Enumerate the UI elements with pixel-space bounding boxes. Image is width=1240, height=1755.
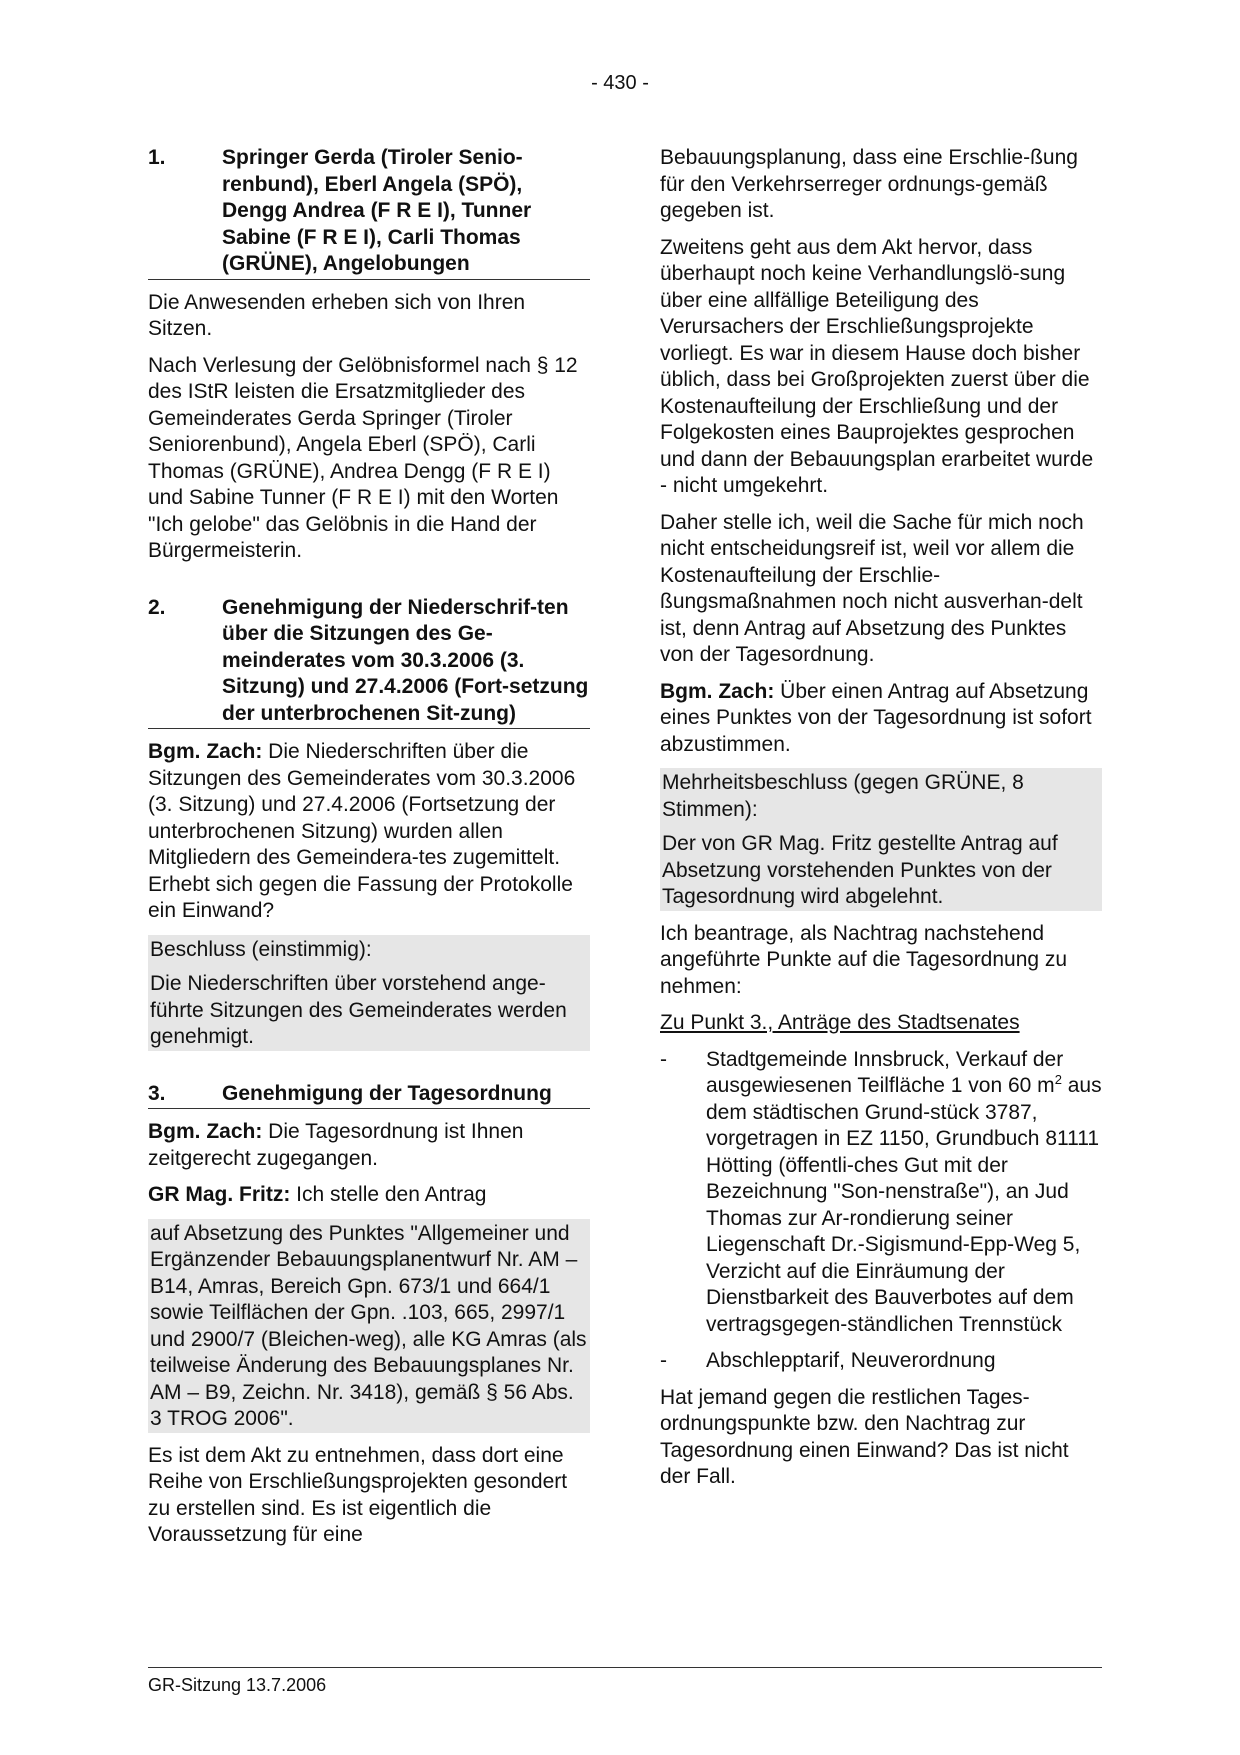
bullet-dash: - bbox=[660, 1349, 667, 1372]
heading-text: Springer Gerda (Tiroler Senio-renbund), Eberl Angela (SPÖ), Dengg Andrea (F R E I), Tunner Sabine (F R E I), Carli Thomas (GRÜNE), Angelobungen bbox=[222, 146, 532, 275]
speech-paragraph bbox=[148, 1182, 590, 1209]
resolution-text: Die Niederschriften über vorstehend ange-führte Sitzungen des Gemeinderates werden genehmigt. bbox=[150, 972, 567, 1048]
resolution-text: Der von GR Mag. Fritz gestellte Antrag auf Absetzung vorstehenden Punktes von der Tagesordnung wird abgelehnt. bbox=[662, 832, 1058, 908]
list-item-text-part: Stadtgemeinde Innsbruck, Verkauf der ausgewiesenen Teilfläche 1 von 60 m bbox=[706, 1047, 1064, 1097]
paragraph: Daher stelle ich, weil die Sache für mich noch nicht entscheidungsreif ist, weil vor allem die Kostenaufteilung der Erschlie-ßungsmaßnahmen noch nicht ausverhan-delt ist, denn Antrag auf Absetzung des Punktes von der Tagesordnung. bbox=[660, 510, 1084, 666]
speech-text: Die Tagesordnung ist Ihnen zeitgerecht zugegangen. bbox=[148, 1120, 524, 1170]
superscript: 2 bbox=[1054, 1072, 1062, 1087]
list-item-text: Abschlepptarif, Neuverordnung bbox=[706, 1349, 996, 1372]
footer-divider bbox=[148, 1667, 1102, 1668]
resolution-box bbox=[660, 768, 1102, 911]
list-item bbox=[660, 1348, 1102, 1375]
heading-number: 3. bbox=[148, 1081, 166, 1105]
heading-item-2 bbox=[148, 595, 590, 730]
resolution-box bbox=[148, 935, 590, 1051]
paragraph: Die Anwesenden erheben sich von Ihren Sitzen. bbox=[148, 290, 526, 340]
bullet-dash: - bbox=[660, 1047, 667, 1071]
speech-paragraph bbox=[660, 679, 1102, 759]
speech-text: Die Niederschriften über die Sitzungen des Gemeinderates vom 30.3.2006 (3. Sitzung) und 27.4.2006 (Fortsetzung der unterbrochenen Sitzung) wurden allen Mitgliedern des Gemeindera-tes zugemittelt. Erhebt sich gegen die Fassung der Protokolle ein Einwand? bbox=[148, 740, 576, 922]
speech-text: Über einen Antrag auf Absetzung eines Punktes von der Tagesordnung ist sofort abzustimmen. bbox=[660, 679, 1092, 756]
paragraph: Nach Verlesung der Gelöbnisformel nach § 12 des IStR leisten die Ersatzmitglieder des Gemeinderates Gerda Springer (Tiroler Seniorenbund), Angela Eberl (SPÖ), Carli Thomas (GRÜNE), Andrea Dengg (F R E I) und Sabine Tunner (F R E I) mit den Worten "Ich gelobe" das Gelöbnis in die Hand der Bürgermeisterin. bbox=[148, 353, 578, 562]
motion-text: auf Absetzung des Punktes "Allgemeiner und Ergänzender Bebauungsplanentwurf Nr. AM – B14, Amras, Bereich Gpn. 673/1 und 664/1 sowie Teilflächen der Gpn. .103, 665, 2997/1 und 2900/7 (Bleichen-weg), alle KG Amras (als teilweise Änderung des Bebauungsplanes Nr. AM – B9, Zeichn. Nr. 3418), gemäß § 56 Abs. 3 TROG 2006". bbox=[150, 1221, 587, 1430]
speech-paragraph bbox=[148, 739, 590, 925]
motion-box bbox=[148, 1219, 590, 1433]
speaker-name: Bgm. Zach: bbox=[660, 679, 775, 703]
right-column bbox=[660, 145, 1102, 1501]
paragraph: Bebauungsplanung, dass eine Erschlie-ßung für den Verkehrserreger ordnungs-gemäß gegeben ist. bbox=[660, 146, 1078, 222]
list-item-text-part: aus dem städtischen Grund-stück 3787, vorgetragen in EZ 1150, Grundbuch 81111 Hötting (öffentli-ches Gut mit der Bezeichnung "Son-nenstraße"), an Jud Thomas zur Ar-rondierung seiner Liegenschaft Dr.-Sigismund-Epp-Weg 5, Verzicht auf die Einräumung der Dienstbarkeit des Bauverbotes auf dem vertragsgegen-ständlichen Trennstück bbox=[706, 1074, 1102, 1336]
speaker-name: GR Mag. Fritz: bbox=[148, 1183, 291, 1206]
paragraph: Zweitens geht aus dem Akt hervor, dass überhaupt noch keine Verhandlungslö-sung über eine allfällige Beteiligung des Verursachers der Erschließungsprojekte vorliegt. Es war in diesem Hause doch bisher üblich, dass bei Großprojekten zuerst über die Kostenaufteilung der Erschließung und der Folgekosten eines Bauprojektes gesprochen und dann der Bebauungsplan erarbeitet wurde - nicht umgekehrt. bbox=[660, 235, 1094, 497]
speech-paragraph bbox=[148, 1119, 590, 1172]
subsection-title: Zu Punkt 3., Anträge des Stadtsenates bbox=[660, 1011, 1020, 1034]
list-item bbox=[660, 1047, 1102, 1339]
resolution-type: Beschluss (einstimmig): bbox=[150, 937, 372, 961]
heading-item-1 bbox=[148, 145, 590, 280]
paragraph: Ich beantrage, als Nachtrag nachstehend angeführte Punkte auf die Tagesordnung zu nehmen: bbox=[660, 921, 1068, 998]
resolution-type: Mehrheitsbeschluss (gegen GRÜNE, 8 Stimmen): bbox=[662, 771, 1024, 821]
list-item-text bbox=[706, 1047, 1102, 1339]
speaker-name: Bgm. Zach: bbox=[148, 740, 263, 763]
heading-text: Genehmigung der Tagesordnung bbox=[222, 1081, 552, 1105]
speech-text: Ich stelle den Antrag bbox=[290, 1183, 487, 1206]
footer-text: GR-Sitzung 13.7.2006 bbox=[148, 1675, 327, 1695]
left-column bbox=[148, 145, 590, 1559]
paragraph: Es ist dem Akt zu entnehmen, dass dort eine Reihe von Erschließungsprojekten gesondert zu erstellen sind. Es ist eigentlich die Voraussetzung für eine bbox=[148, 1443, 568, 1546]
heading-number: 2. bbox=[148, 595, 166, 619]
heading-item-3 bbox=[148, 1081, 590, 1110]
page-number: - 430 - bbox=[591, 72, 649, 94]
heading-text: Genehmigung der Niederschrif-ten über die Sitzungen des Ge-meinderates vom 30.3.2006 (3. Sitzung) und 27.4.2006 (Fort-setzung der unterbrochenen Sit-zung) bbox=[222, 595, 589, 725]
heading-number: 1. bbox=[148, 146, 166, 169]
paragraph: Hat jemand gegen die restlichen Tages-ordnungspunkte bzw. den Nachtrag zur Tagesordnung einen Einwand? Das ist nicht der Fall. bbox=[660, 1385, 1069, 1488]
speaker-name: Bgm. Zach: bbox=[148, 1120, 263, 1143]
